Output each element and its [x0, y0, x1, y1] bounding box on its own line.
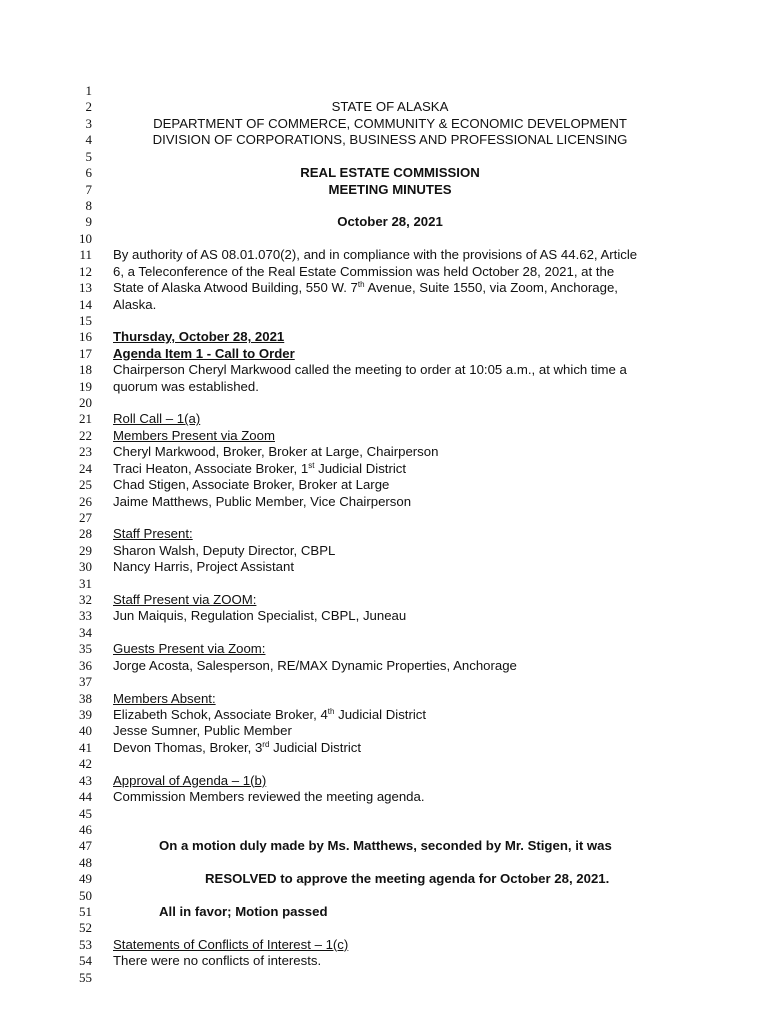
intro-text: State of Alaska Atwood Building, 550 W. 7th Avenue, Suite 1550, via Zoom, Anchorage,: [113, 280, 618, 295]
line-number: 36: [79, 657, 92, 673]
line-number: 40: [79, 723, 92, 739]
line-number: 26: [79, 493, 92, 509]
line-number: 53: [79, 936, 92, 952]
line-number: 2: [85, 99, 92, 115]
line-number: 30: [79, 559, 92, 575]
line-number: 49: [79, 871, 92, 887]
line-number: 3: [85, 115, 92, 131]
approval-agenda-heading: Approval of Agenda – 1(b): [113, 772, 267, 788]
resolved-text: RESOLVED to approve the meeting agenda for October 28, 2021.: [205, 871, 610, 887]
intro-text: Alaska.: [113, 296, 157, 312]
staff-entry: Nancy Harris, Project Assistant: [113, 559, 295, 575]
absent-entry: Elizabeth Schok, Associate Broker, 4th Judicial District: [113, 707, 427, 722]
line-number: 42: [79, 756, 92, 772]
line-number: 17: [79, 345, 92, 361]
state-name: STATE OF ALASKA: [331, 99, 449, 115]
line-number: 52: [79, 920, 92, 936]
line-number: 44: [79, 789, 92, 805]
line-number: 19: [79, 378, 92, 394]
staff-present-heading: Staff Present:: [113, 526, 193, 542]
meeting-date: October 28, 2021: [337, 214, 443, 230]
line-number: 43: [79, 772, 92, 788]
line-number: 45: [79, 805, 92, 821]
line-number: 39: [79, 707, 92, 722]
absent-entry: Devon Thomas, Broker, 3rd Judicial District: [113, 739, 362, 755]
line-number: 9: [85, 214, 92, 230]
line-number: 6: [85, 165, 92, 181]
member-entry: Jaime Matthews, Public Member, Vice Chairperson: [113, 493, 412, 509]
line-number: 25: [79, 477, 92, 493]
line-number: 21: [79, 411, 92, 427]
line-number: 7: [85, 181, 92, 197]
line-number: 12: [79, 263, 92, 279]
line-number: 33: [79, 608, 92, 624]
roll-call-heading: Roll Call – 1(a): [113, 411, 201, 427]
line-number: 47: [79, 838, 92, 854]
intro-text: 6, a Teleconference of the Real Estate Commission was held October 28, 2021, at the: [113, 263, 615, 279]
line-number: 16: [79, 329, 92, 345]
line-number: 13: [79, 280, 92, 295]
line-number: 28: [79, 526, 92, 542]
line-number: 11: [79, 247, 92, 263]
line-number: 23: [79, 444, 92, 460]
member-entry: Chad Stigen, Associate Broker, Broker at Large: [113, 477, 390, 493]
line-number: 41: [79, 739, 92, 755]
motion-result: All in favor; Motion passed: [159, 904, 328, 919]
line-number: 38: [79, 690, 92, 706]
line-number: 15: [79, 312, 92, 328]
line-number: 31: [79, 575, 92, 591]
line-number: 18: [79, 362, 92, 378]
line-number: 48: [79, 854, 92, 870]
line-number: 50: [79, 887, 92, 903]
line-number: 35: [79, 641, 92, 657]
agenda-item-heading: Agenda Item 1 - Call to Order: [113, 345, 295, 361]
line-number: 5: [85, 148, 92, 164]
call-to-order-text: quorum was established.: [113, 378, 259, 394]
conflicts-heading: Statements of Conflicts of Interest – 1(c): [113, 936, 349, 952]
line-number: 22: [79, 427, 92, 443]
line-number: 24: [79, 460, 92, 476]
call-to-order-text: Chairperson Cheryl Markwood called the meeting to order at 10:05 a.m., at which time a: [113, 362, 627, 378]
line-number: 34: [79, 624, 92, 640]
line-number: 4: [85, 132, 92, 148]
staff-entry: Jun Maiquis, Regulation Specialist, CBPL, Juneau: [113, 608, 407, 624]
meeting-day-heading: Thursday, October 28, 2021: [113, 329, 285, 345]
division-name: DIVISION OF CORPORATIONS, BUSINESS AND PROFESSIONAL LICENSING: [152, 132, 628, 148]
members-present-heading: Members Present via Zoom: [113, 427, 275, 443]
minutes-title: MEETING MINUTES: [328, 181, 452, 197]
guest-entry: Jorge Acosta, Salesperson, RE/MAX Dynamic Properties, Anchorage: [113, 657, 517, 673]
commission-title: REAL ESTATE COMMISSION: [300, 165, 480, 181]
line-number: 10: [79, 230, 92, 246]
staff-zoom-heading: Staff Present via ZOOM:: [113, 592, 257, 607]
line-number: 55: [79, 969, 92, 985]
line-number: 1: [85, 83, 92, 98]
conflicts-text: There were no conflicts of interests.: [113, 953, 322, 969]
member-entry: Traci Heaton, Associate Broker, 1st Judicial District: [113, 460, 407, 476]
absent-entry: Jesse Sumner, Public Member: [113, 723, 292, 739]
staff-entry: Sharon Walsh, Deputy Director, CBPL: [113, 542, 336, 558]
line-number: 32: [79, 592, 92, 607]
department-name: DEPARTMENT OF COMMERCE, COMMUNITY & ECONOMIC DEVELOPMENT: [153, 115, 627, 131]
line-number: 54: [79, 953, 92, 969]
intro-text: By authority of AS 08.01.070(2), and in compliance with the provisions of AS 44.62, Article: [113, 247, 638, 263]
line-number: 37: [79, 674, 92, 690]
guests-heading: Guests Present via Zoom:: [113, 641, 266, 657]
motion-text: On a motion duly made by Ms. Matthews, seconded by Mr. Stigen, it was: [159, 838, 612, 854]
line-number: 20: [79, 395, 92, 410]
line-number: 27: [79, 509, 92, 525]
member-entry: Cheryl Markwood, Broker, Broker at Large, Chairperson: [113, 444, 439, 460]
line-number: 29: [79, 542, 92, 558]
line-number: 14: [79, 296, 92, 312]
line-number: 8: [85, 197, 92, 213]
line-number: 46: [79, 821, 92, 837]
line-number: 51: [79, 904, 92, 919]
agenda-review-text: Commission Members reviewed the meeting agenda.: [113, 789, 425, 805]
members-absent-heading: Members Absent:: [113, 690, 216, 706]
